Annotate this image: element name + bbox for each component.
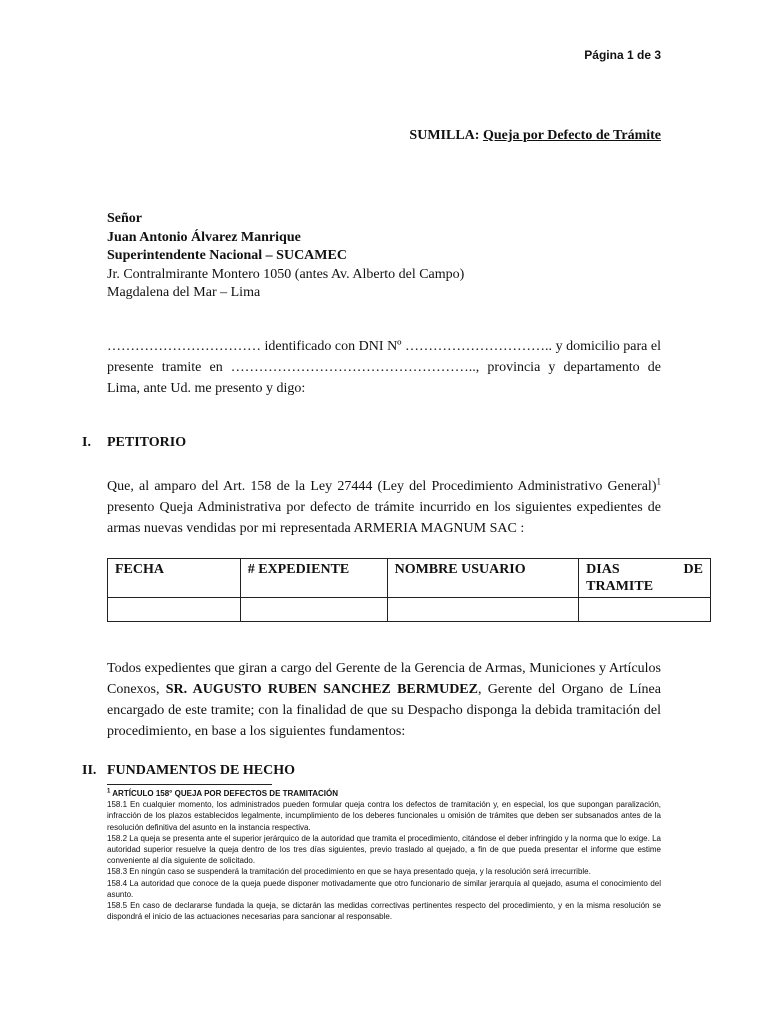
addressee-name: Juan Antonio Álvarez Manrique xyxy=(107,229,301,245)
intro-paragraph: …………………………… identificado con DNI Nº ………………………….. y domicilio para el presente tramite en …………………………………………….., provincia y departamento de Lima, ante Ud. me presento y digo: xyxy=(107,339,661,396)
section-heading-fundamentos xyxy=(82,763,295,779)
footnote-number: 1 xyxy=(107,788,111,795)
sumilla-label: SUMILLA: xyxy=(409,128,480,143)
footnote-separator xyxy=(107,784,272,785)
table-cell xyxy=(387,598,579,622)
section-heading-petitorio xyxy=(82,435,186,451)
col-nombre-usuario: NOMBRE USUARIO xyxy=(387,559,579,598)
petitorio-text-b: presento Queja Administrativa por defecto de trámite incurrido en los siguientes expedientes de armas nuevas vendidas por mi representada ARMERIA MAGNUM SAC : xyxy=(107,500,661,536)
expedientes-paragraph xyxy=(107,658,661,742)
addressee-block xyxy=(107,210,464,303)
table-cell xyxy=(579,598,711,622)
col-dias-word: DIAS xyxy=(586,562,620,577)
footnote-paragraph: 158.4 La autoridad que conoce de la queja puede disponer motivadamente que otro funcionario de similar jerarquía al quejado, asuma el conocimiento del asunto. xyxy=(107,878,661,899)
addressee-salutation: Señor xyxy=(107,211,142,226)
sumilla xyxy=(409,128,661,144)
addressee-district: Magdalena del Mar – Lima xyxy=(107,285,261,300)
sumilla-text: Queja por Defecto de Trámite xyxy=(482,128,661,143)
footnote-paragraph: 158.2 La queja se presenta ante el superior jerárquico de la autoridad que tramita el procedimiento, citándose el deber infringido y la norma que lo exige. La autoridad superior resuelve la queja dentro de los tres días siguientes, previo traslado al quejado, a fin de que pueda presentar el informe que estime conveniente al día siguiente de solicitado. xyxy=(107,833,661,866)
col-expediente: # EXPEDIENTE xyxy=(240,559,387,598)
table-row xyxy=(108,598,711,622)
section-title: PETITORIO xyxy=(107,435,187,450)
footnote-ref: 1 xyxy=(656,476,661,487)
col-dias-tramite xyxy=(579,559,711,598)
petitorio-text-a: Que, al amparo del Art. 158 de la Ley 27444 (Ley del Procedimiento Administrativo General) xyxy=(107,479,657,494)
footnote-paragraph: 158.3 En ningún caso se suspenderá la tramitación del procedimiento en que se haya presentado queja, y la resolución será irrecurrible. xyxy=(107,867,591,877)
addressee-address: Jr. Contralmirante Montero 1050 (antes Av. Alberto del Campo) xyxy=(107,266,465,282)
table-cell xyxy=(108,598,241,622)
section-number: II. xyxy=(82,763,97,778)
gerente-name: SR. AUGUSTO RUBEN SANCHEZ BERMUDEZ xyxy=(165,682,478,697)
col-fecha: FECHA xyxy=(108,559,241,598)
footnote-title: ARTÍCULO 158° QUEJA POR DEFECTOS DE TRAMITACIÓN xyxy=(112,789,339,798)
section-number: I. xyxy=(82,435,91,450)
table-header-row xyxy=(108,559,711,598)
table-cell xyxy=(240,598,387,622)
section-title: FUNDAMENTOS DE HECHO xyxy=(107,763,295,778)
footnote-paragraph: 158.5 En caso de declararse fundada la queja, se dictarán las medidas correctivas pertinentes respecto del procedimiento, y en la misma resolución se dispondrá el inicio de las actuaciones necesarias para sancionar al responsable. xyxy=(107,901,661,922)
footnote xyxy=(107,788,661,922)
col-tramite-word: TRAMITE xyxy=(586,579,654,594)
petitorio-paragraph xyxy=(107,476,661,539)
page-number: Página 1 de 3 xyxy=(584,48,661,62)
expedientes-table xyxy=(107,558,711,622)
paragraph2-text-b: , Gerente del Organo de Línea encargado de este tramite; con la finalidad de que su Despacho disponga la debida tramitación del procedimiento, en base a los siguientes fundamentos: xyxy=(107,682,661,739)
addressee-position: Superintendente Nacional – SUCAMEC xyxy=(107,248,347,263)
col-de-word: DE xyxy=(683,562,703,577)
footnote-paragraph: 158.1 En cualquier momento, los administrados pueden formular queja contra los defectos de tramitación y, en especial, los que supongan paralización, infracción de los plazos establecidos legalmente, incumplimiento de los deberes funcionales u omisión de trámites que deben ser subsanados antes de la resolución definitiva del asunto en la instancia respectiva. xyxy=(107,800,661,832)
paragraph2-text-a: Todos expedientes que giran a cargo del Gerente de la Gerencia de Armas, Municiones y Artículos Conexos, xyxy=(107,661,661,697)
